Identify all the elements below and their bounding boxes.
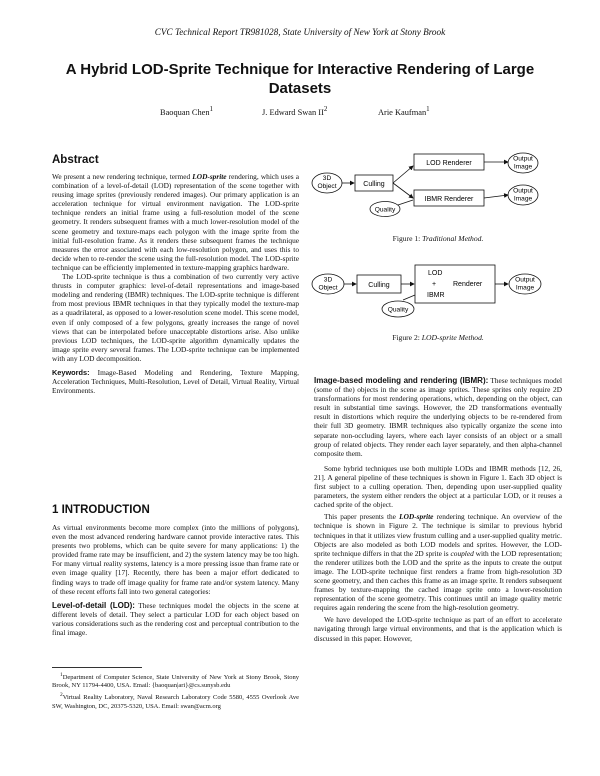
fig1-edge-culling-ibmr xyxy=(393,183,413,198)
abstract-paragraph-1: We present a new rendering technique, termed LOD-sprite rendering, which uses a combination of a level-of-detail (LOD) representation of the scene together with reusing image sprites (previously rendered images). Our primary application is an acceleration technique for virtual environment navigation. The LOD-sprite technique renders an initial frame using a full-resolution model of the scene geometry. It renders subsequent frames with a much lower-resolution model of the scene geometry and texture-maps each polygon with the image sprite from the initial full-resolution frame. As it renders these subsequent frames the technique measures the error associated with each low-resolution polygon, and uses this to decide when to re-render the scene using the full-resolution model. The LOD-sprite technique can be efficiently implemented in texture-mapping graphics hardware. xyxy=(52,172,299,272)
fig2-quality-label: Quality xyxy=(387,306,409,314)
fig2-edge-quality xyxy=(403,295,415,300)
fig1-ibmr-renderer-label: IBMR Renderer xyxy=(424,196,474,203)
right-paragraph-2: Some hybrid techniques use both multiple LODs and IBMR methods [12, 26, 21]. A general pipeline of these techniques is shown in Figure 1. Each 3D object is first subject to a culling operation. Then, depending upon user-supplied quality parameters, the system either renders the object at a particular LOD, or it reuses a cached sprite of the object. xyxy=(314,463,562,510)
footnote-1: $^1$Department of Computer Science, State University of New York at Stony Brook, Stony Brook, NY 11794-4400, USA. Email: {baoquan|ari}@cs.sunysb.edu xyxy=(52,672,299,690)
figure-1-caption: Figure 1: Traditional Method. xyxy=(392,234,484,243)
fig1-output-2-label-1: Output xyxy=(513,187,533,195)
fig1-edge-culling-lod xyxy=(393,166,413,183)
fig2-ibmr-label: IBMR xyxy=(427,292,445,299)
footnote-rule xyxy=(52,667,142,668)
abstract-section xyxy=(52,154,299,395)
fig2-object-label-2: Object xyxy=(318,284,338,292)
intro-paragraph-1: As virtual environments become more complex (into the millions of polygons), even the most advanced rendering hardware cannot provide interactive rates. This presents two problems, which can be quite severe for many applications: 1) the provided frame rate may be insufficient, and 2) the system latency may be too high. For many virtual reality systems, latency is a more pressing issue than frame rate or even image quality [17]. Recently, there has been a major effort dedicated to finding ways to trade off image quality for frame rate and/or system latency. Many of these recent efforts fall into two general categories: xyxy=(52,523,299,596)
fig1-culling-label: Culling xyxy=(363,181,385,188)
fig1-quality-label: Quality xyxy=(374,206,396,214)
fig1-output-1-label-1: Output xyxy=(513,155,533,163)
fig1-edge-quality xyxy=(398,200,413,205)
fig2-output-label-1: Output xyxy=(515,276,535,284)
fig1-edge-ibmr-output xyxy=(484,195,508,198)
fig1-lod-renderer-label: LOD Renderer xyxy=(426,160,472,167)
report-header: CVC Technical Report TR981028, State University of New York at Stony Brook xyxy=(154,27,446,37)
right-paragraph-4: We have developed the LOD-sprite technique as part of an effort to accelerate navigating through large virtual environments, and that is the application which is discussed in this paper. However, xyxy=(314,615,562,643)
fig1-output-2-label-2: Image xyxy=(513,195,533,203)
abstract-heading: Abstract xyxy=(52,154,99,166)
fig1-object-label-2: Object xyxy=(317,183,337,190)
fig2-renderer-label: Renderer xyxy=(453,281,483,288)
keywords: Keywords: Image-Based Modeling and Rendering, Texture Mapping, Acceleration Techniques, Multi-Resolution, Level of Detail, Virtual Reality, Virtual Environments. xyxy=(52,367,299,396)
right-column-text xyxy=(314,376,562,643)
ibmr-paragraph: Image-based modeling and rendering (IBMR): These techniques model (some of the) objects in the scene as image sprites. These sprites only require 2D transformations for most rendering operations, which, depending on the object, can result in substantial time savings. However, the 2D transformations eventually result in distortions which require the underlying objects to be re-rendered from their full 3D geometry. IBMR techniques also typically organize the scene into separate non-occluding layers, where each layer consists of an object or a small group of related objects. They render each layer separately, and then alpha-channel composite them. xyxy=(314,376,563,458)
abstract-paragraph-2: The LOD-sprite technique is thus a combination of two currently very active thrusts in computer graphics: level-of-detail representations and image-based modeling and rendering (IBMR) techniques. The LOD-sprite technique is different from most previous IBMR techniques in that they typically model the texture-map as a quadrilateral, as opposed to a lower-resolution scene model. This scene model, even if only composed of a few polygons, greatly increases the range of novel views that can be interpolated before unacceptable distortions arise. Also unlike previous LOD techniques, the LOD-sprite algorithm dynamically updates the image sprite every several frames. The LOD-sprite technique can be implemented with any LOD decomposition. xyxy=(52,272,299,363)
intro-lod-paragraph: Level-of-detail (LOD): These techniques model the objects in the scene at different levels of detail. They select a particular LOD for each object based on various considerations such as the rendering cost and perceptual contribution to the final image. xyxy=(52,600,299,638)
figure-2-caption: Figure 2: LOD-sprite Method. xyxy=(392,333,484,342)
introduction-heading: 1 INTRODUCTION xyxy=(52,504,150,516)
fig2-object-label-1: 3D xyxy=(323,276,333,284)
paper-title: A Hybrid LOD-Sprite Technique for Interactive Rendering of Large Datasets xyxy=(65,61,535,97)
right-paragraph-3: This paper presents the LOD-sprite rendering technique. An overview of the technique is shown in Figure 2. The technique is similar to previous hybrid techniques in that it utilizes view frustum culling and a user-supplied quality metric. Objects are also modeled as both LOD models and sprites. However, the LOD-sprite technique differs in that the 2D sprite is coupled with the LOD representation; the renderer utilizes both the LOD and the sprite as the inputs to create the output image. The LOD-sprite technique first renders a frame from high-resolution 3D scene geometry, and then caches this frame as an image sprite. It renders subsequent frames by texture-mapping the cached image sprite onto a lower-resolution representation of the scene geometry. This continues until an image quality metric requires again rendering the scene from the high-resolution geometry. xyxy=(314,512,562,613)
footnotes xyxy=(52,671,299,711)
introduction-section xyxy=(52,504,299,637)
figure-2-diagram xyxy=(310,262,562,322)
fig1-object-label-1: 3D xyxy=(322,175,332,182)
fig2-output-label-2: Image xyxy=(515,284,535,292)
fig2-lod-label: LOD xyxy=(428,270,443,277)
footnote-2: $^2$Virtual Reality Laboratory, Naval Research Laboratory Code 5580, 4555 Overlook Ave SW, Washington, DC, 20375-5320, USA. Email: swan@acm.org xyxy=(52,692,299,710)
fig2-culling-label: Culling xyxy=(368,282,390,289)
fig2-plus-label: + xyxy=(432,281,437,288)
author-3: Arie Kaufman$^1$ xyxy=(378,105,430,117)
figure-1-diagram xyxy=(310,150,562,230)
author-2: J. Edward Swan $II^2$ xyxy=(262,105,328,117)
author-1: Baoquan Chen$^1$ xyxy=(160,105,214,117)
fig1-output-1-label-2: Image xyxy=(513,163,533,171)
